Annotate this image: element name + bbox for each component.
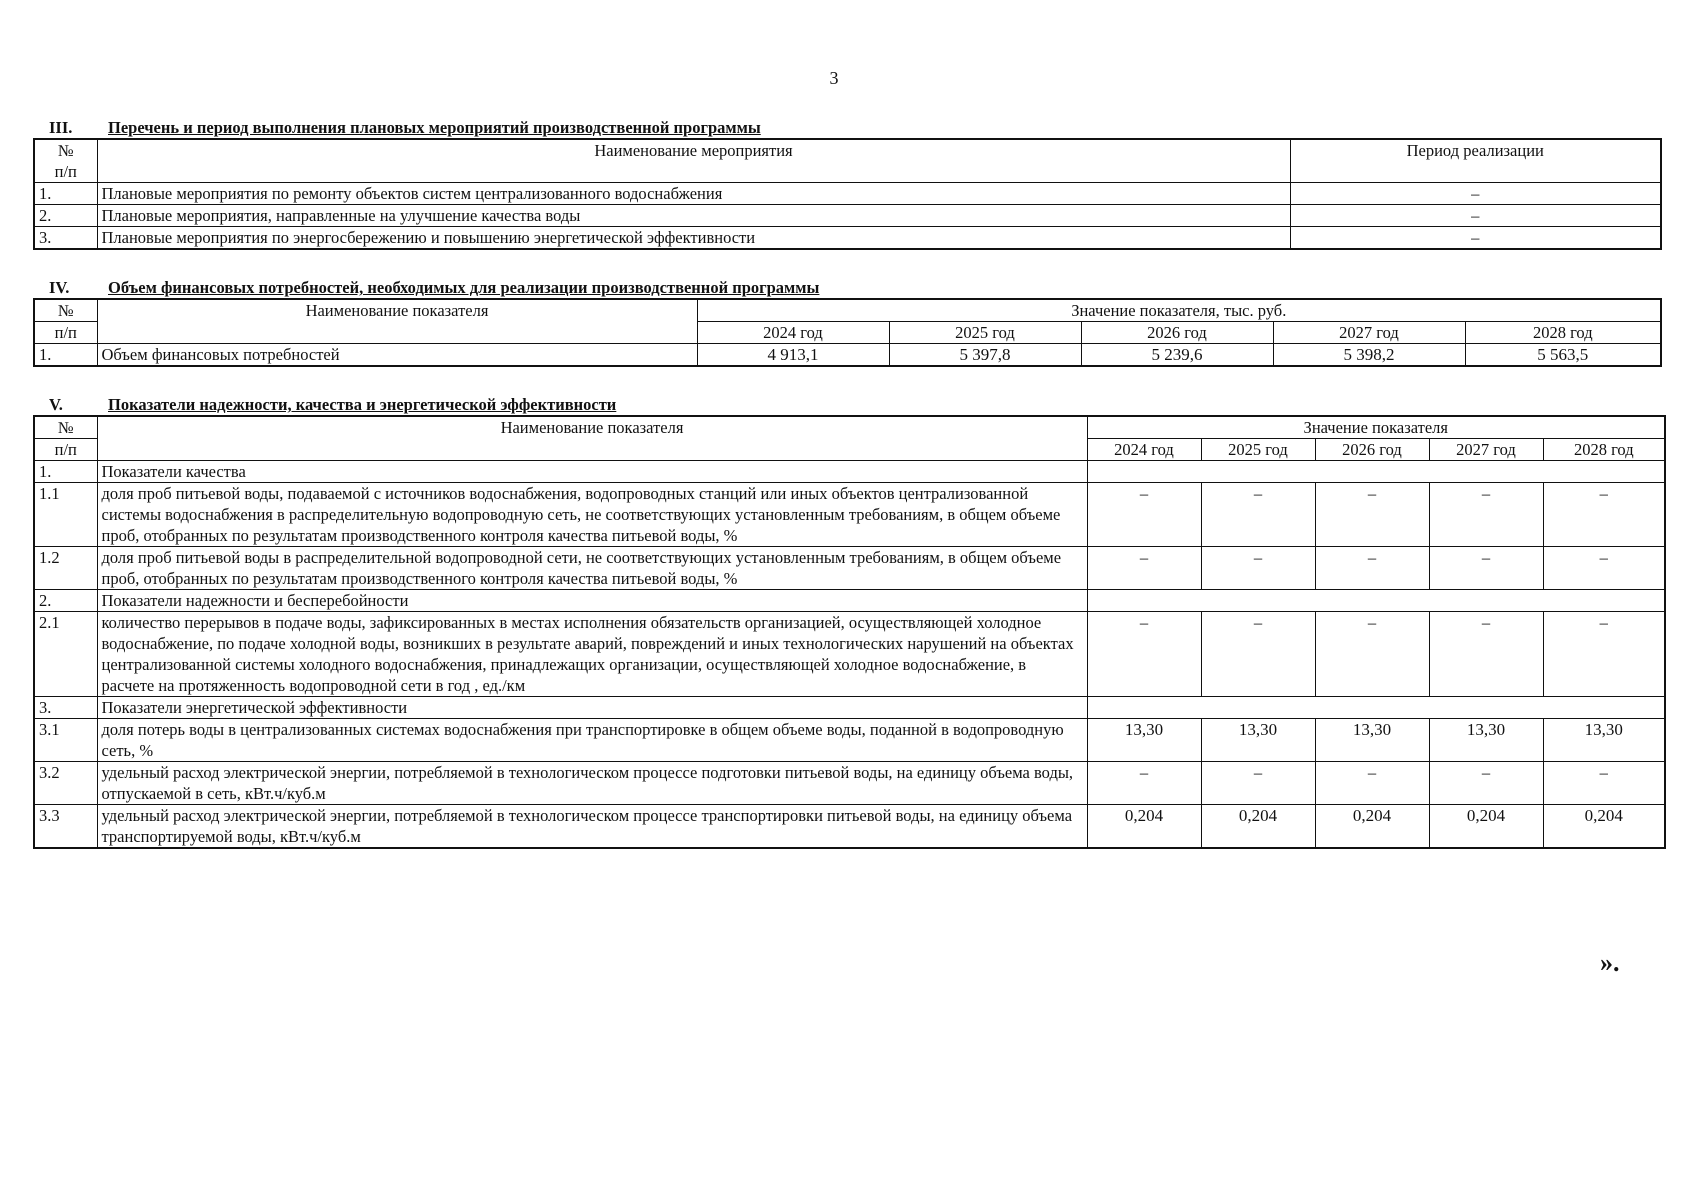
row-number: 3.1 [34,719,97,762]
section-5-title: Показатели надежности, качества и энергетической эффективности [108,395,617,414]
row-period: – [1290,205,1661,227]
value-cell: 4 913,1 [697,344,889,367]
value-cell: – [1087,547,1201,590]
section-4-number: IV. [49,278,70,297]
section-3-title: Перечень и период выполнения плановых мероприятий производственной программы [108,118,761,137]
table-header-row [34,299,1661,322]
value-cell: 0,204 [1315,805,1429,849]
table-group-row [34,461,1665,483]
value-cell: – [1429,547,1543,590]
value-cell: 13,30 [1315,719,1429,762]
section-4-title: Объем финансовых потребностей, необходимых для реализации производственной программы [108,278,820,297]
value-cell: – [1201,612,1315,697]
value-cell: – [1315,762,1429,805]
year-header: 2026 год [1315,439,1429,461]
section-3 [33,118,1662,250]
value-cell: 13,30 [1201,719,1315,762]
header-no: № [34,416,97,439]
empty-cell [1087,461,1665,483]
value-cell: 13,30 [1543,719,1665,762]
value-cell: – [1201,762,1315,805]
header-pp: п/п [34,439,97,461]
table-row [34,762,1665,805]
table-row [34,719,1665,762]
header-period: Период реализации [1290,139,1661,183]
row-name: Показатели надежности и бесперебойности [97,590,1087,612]
value-cell: – [1315,612,1429,697]
row-number: 2. [34,205,97,227]
value-cell: – [1543,762,1665,805]
empty-cell [1087,590,1665,612]
header-value: Значение показателя, тыс. руб. [697,299,1661,322]
section-4-heading [33,278,1662,298]
row-name: количество перерывов в подаче воды, зафиксированных в местах исполнения обязательств организацией, осуществляющей холодное водоснабжение, по подаче холодной воды, возникших в результате аварий, повреждений и иных технологических нарушений на объектах централизованной системы холодного водоснабжения, принадлежащих организации, осуществляющей холодное водоснабжение, в расчете на протяженность водопроводной сети в год , ед./км [97,612,1087,697]
table-row [34,344,1661,367]
header-name: Наименование показателя [97,416,1087,461]
row-number: 3.3 [34,805,97,849]
value-cell: – [1315,483,1429,547]
header-no: № [57,141,74,160]
year-header: 2027 год [1273,322,1465,344]
year-header: 2024 год [1087,439,1201,461]
value-cell: – [1543,483,1665,547]
page-number: 3 [829,68,839,88]
table-group-row [34,590,1665,612]
value-cell: – [1543,547,1665,590]
row-number: 3. [34,697,97,719]
value-cell: – [1087,483,1201,547]
value-cell: 5 398,2 [1273,344,1465,367]
row-name: доля проб питьевой воды в распределительной водопроводной сети, не соответствующих установленным требованиям, в общем объеме проб, отобранных по результатам производственного контроля качества питьевой воды, % [97,547,1087,590]
year-header: 2026 год [1081,322,1273,344]
row-name: Показатели качества [97,461,1087,483]
row-number: 1.1 [34,483,97,547]
header-value: Значение показателя [1087,416,1665,439]
row-name: удельный расход электрической энергии, потребляемой в технологическом процессе транспортировки питьевой воды, на единицу объема транспортируемой воды, кВт.ч/куб.м [97,805,1087,849]
header-pp: п/п [34,322,97,344]
year-header: 2024 год [697,322,889,344]
table-row [34,483,1665,547]
value-cell: – [1087,612,1201,697]
year-header: 2025 год [1201,439,1315,461]
value-cell: 0,204 [1429,805,1543,849]
value-cell: – [1543,612,1665,697]
row-number: 1. [34,183,97,205]
section-3-table [33,138,1662,250]
header-number-cell [34,139,97,183]
value-cell: – [1429,762,1543,805]
row-number: 1. [34,461,97,483]
value-cell: – [1429,483,1543,547]
row-name: Объем финансовых потребностей [97,344,697,367]
section-5-number: V. [49,395,63,414]
row-number: 1.2 [34,547,97,590]
table-row [34,547,1665,590]
row-name: доля проб питьевой воды, подаваемой с источников водоснабжения, водопроводных станций или иных объектов централизованной системы водоснабжения в распределительную водопроводную сеть, не соответствующих установленным требованиям, в общем объеме проб, отобранных по результатам производственного контроля качества питьевой воды, % [97,483,1087,547]
section-4 [33,278,1662,367]
year-header: 2028 год [1543,439,1665,461]
value-cell: 0,204 [1087,805,1201,849]
row-name: Плановые мероприятия, направленные на улучшение качества воды [97,205,1290,227]
section-5 [33,395,1666,849]
value-cell: – [1201,547,1315,590]
value-cell: – [1429,612,1543,697]
value-cell: – [1201,483,1315,547]
value-cell: 5 397,8 [889,344,1081,367]
section-3-number: III. [49,118,73,137]
section-3-heading [33,118,1662,138]
value-cell: 5 563,5 [1465,344,1661,367]
value-cell: 0,204 [1201,805,1315,849]
closing-quote-mark: ». [1600,948,1620,977]
year-header: 2025 год [889,322,1081,344]
year-header: 2027 год [1429,439,1543,461]
table-row [34,183,1661,205]
header-no: № [34,299,97,322]
row-number: 2. [34,590,97,612]
row-number: 3. [34,227,97,250]
header-pp: п/п [54,162,77,181]
row-name: Плановые мероприятия по энергосбережению и повышению энергетической эффективности [97,227,1290,250]
value-cell: 13,30 [1087,719,1201,762]
value-cell: – [1087,762,1201,805]
table-header-row [34,139,1661,183]
table-row [34,612,1665,697]
table-row [34,205,1661,227]
row-period: – [1290,183,1661,205]
row-name: Показатели энергетической эффективности [97,697,1087,719]
section-4-table [33,298,1662,367]
section-5-heading [33,395,1666,415]
year-header: 2028 год [1465,322,1661,344]
section-5-table [33,415,1666,849]
value-cell: 0,204 [1543,805,1665,849]
row-number: 2.1 [34,612,97,697]
value-cell: 13,30 [1429,719,1543,762]
empty-cell [1087,697,1665,719]
row-name: доля потерь воды в централизованных системах водоснабжения при транспортировке в общем объеме воды, поданной в водопроводную сеть, % [97,719,1087,762]
value-cell: – [1315,547,1429,590]
table-header-row [34,416,1665,439]
header-name: Наименование мероприятия [97,139,1290,183]
table-row [34,805,1665,849]
row-name: удельный расход электрической энергии, потребляемой в технологическом процессе подготовки питьевой воды, на единицу объема воды, отпускаемой в сеть, кВт.ч/куб.м [97,762,1087,805]
value-cell: 5 239,6 [1081,344,1273,367]
table-row [34,227,1661,250]
row-period: – [1290,227,1661,250]
row-name: Плановые мероприятия по ремонту объектов систем централизованного водоснабжения [97,183,1290,205]
row-number: 1. [34,344,97,367]
row-number: 3.2 [34,762,97,805]
header-name: Наименование показателя [97,299,697,344]
table-group-row [34,697,1665,719]
